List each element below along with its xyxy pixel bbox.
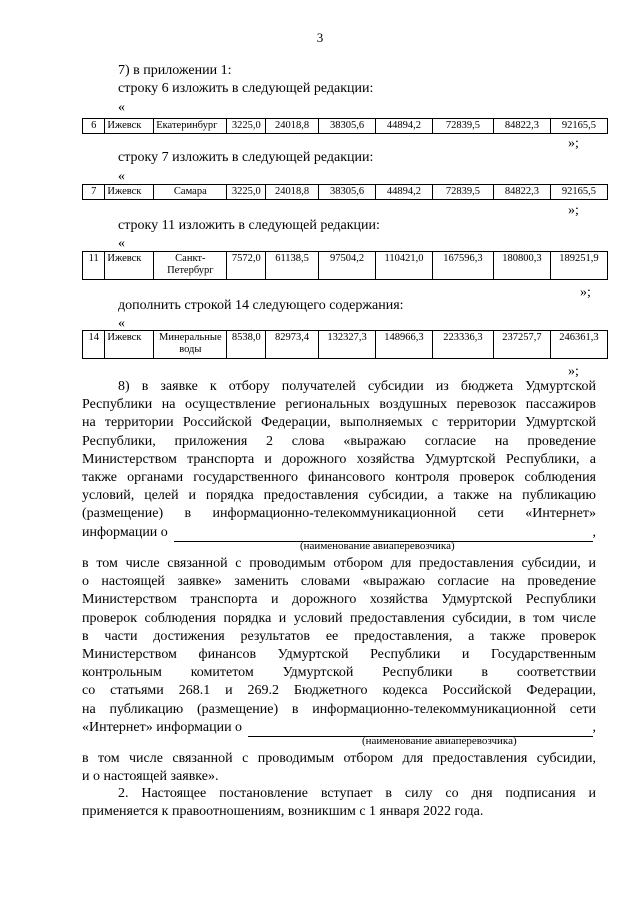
route-to: Самара [154, 185, 227, 200]
row11-intro: строку 11 изложить в следующей редакции: [118, 218, 380, 233]
row7-intro: строку 7 изложить в следующей редакции: [118, 150, 374, 165]
value-cell: 84822,3 [493, 119, 550, 134]
row14-intro: дополнить строкой 14 следующего содержания: [118, 298, 404, 313]
value-cell: 180800,3 [493, 252, 550, 280]
item8-line: контрольным комитетом Удмуртской Республики в соответствии [82, 665, 596, 681]
value-cell: 72839,5 [432, 119, 493, 134]
value-cell: 246361,3 [550, 331, 607, 359]
route-to: Минеральные воды [154, 331, 227, 359]
value-cell: 8538,0 [227, 331, 266, 359]
caption-carrier-2: (наименование авиаперевозчика) [362, 735, 517, 747]
item8-line: условий, целей и порядка предоставления субсидии, а также на публикацию [82, 488, 596, 504]
info-line-2 [82, 719, 596, 737]
table-row [83, 185, 608, 200]
quote-open-6: « [118, 100, 125, 115]
value-cell: 3225,0 [227, 119, 266, 134]
value-cell: 189251,9 [550, 252, 607, 280]
table-row-6 [82, 118, 608, 134]
item8-line: 8) в заявке к отбору получателей субсидии из бюджета Удмуртской [118, 379, 596, 394]
item8-paragraph-2 [82, 555, 596, 737]
item8-line: проверок соблюдения порядка и условий предоставления субсидии, в том числе [82, 610, 596, 626]
item7-heading: 7) в приложении 1: [118, 63, 232, 78]
value-cell: 44894,2 [375, 119, 432, 134]
value-cell: 3225,0 [227, 185, 266, 200]
value-cell: 84822,3 [493, 185, 550, 200]
row-number: 14 [83, 331, 105, 359]
value-cell: 223336,3 [432, 331, 493, 359]
item8-paragraph-3 [82, 750, 596, 786]
table-row [83, 119, 608, 134]
table-row-14 [82, 330, 608, 359]
table-row-11 [82, 251, 608, 280]
route-to: Екатеринбург [154, 119, 227, 134]
route-from: Ижевск [105, 252, 154, 280]
item8-line: (размещение) в информационно-телекоммуникационной сети «Интернет» [82, 506, 596, 522]
value-cell: 97504,2 [319, 252, 376, 280]
item8-line: Республики, приложения 2 слова «выражаю согласие на проведение [82, 433, 596, 449]
item8-line: в том числе связанной с проводимым отбором для предоставления субсидии, и [82, 556, 596, 571]
item8-line: Министерством финансов Удмуртской Республики и Государственным [82, 647, 596, 663]
value-cell: 61138,5 [266, 252, 319, 280]
quote-open-14: « [118, 316, 125, 331]
item8-paragraph [82, 378, 596, 542]
quote-open-7: « [118, 169, 125, 184]
item8-line: со статьями 268.1 и 269.2 Бюджетного кодекса Российской Федерации, [82, 683, 596, 699]
value-cell: 44894,2 [375, 185, 432, 200]
item8-line: Республики на осуществление региональных воздушных перевозок пассажиров [82, 397, 596, 413]
value-cell: 110421,0 [375, 252, 432, 280]
comma-1: , [592, 524, 596, 540]
value-cell: 38305,6 [319, 185, 376, 200]
page-number: 3 [316, 30, 324, 45]
item2-line: применяется к правоотношениям, возникшим с 1 января 2022 года. [82, 804, 484, 820]
row-number: 6 [83, 119, 105, 134]
value-cell: 82973,4 [266, 331, 319, 359]
item8-line: в части достижения результатов ее предоставления, а также проверок [82, 628, 596, 644]
quote-close-7: »; [568, 203, 579, 218]
table-row [83, 252, 608, 280]
value-cell: 24018,8 [266, 119, 319, 134]
value-cell: 38305,6 [319, 119, 376, 134]
value-cell: 7572,0 [227, 252, 266, 280]
item2-line: 2. Настоящее постановление вступает в силу со дня подписания и [118, 786, 596, 801]
item8-line: в том числе связанной с проводимым отбором для предоставления субсидии, [82, 751, 596, 766]
value-cell: 237257,7 [493, 331, 550, 359]
value-cell: 148966,3 [375, 331, 432, 359]
quote-open-11: « [118, 236, 125, 251]
value-cell: 24018,8 [266, 185, 319, 200]
value-cell: 92165,5 [550, 119, 607, 134]
item8-line: Министерством транспорта и дорожного хозяйства Удмуртской Республики [82, 592, 596, 608]
row-number: 11 [83, 252, 105, 280]
row-number: 7 [83, 185, 105, 200]
item8-line: также органами государственного финансового контроля проверок соблюдения [82, 470, 596, 486]
quote-close-6: »; [568, 136, 579, 151]
info-label-1: информации о [82, 524, 168, 540]
item2-paragraph [82, 785, 596, 821]
row6-intro: строку 6 изложить в следующей редакции: [118, 81, 374, 96]
route-to: Санкт-Петербург [154, 252, 227, 280]
route-from: Ижевск [105, 331, 154, 359]
value-cell: 132327,3 [319, 331, 376, 359]
quote-close-11: »; [580, 285, 591, 300]
value-cell: 92165,5 [550, 185, 607, 200]
item8-line: Министерством транспорта и дорожного хозяйства Удмуртской Республики, а [82, 451, 596, 467]
value-cell: 167596,3 [432, 252, 493, 280]
info-label-2: «Интернет» информации о [82, 719, 243, 735]
item8-line: и о настоящей заявке». [82, 769, 219, 785]
item8-line: о настоящей заявке» заменить словами «выражаю согласие на проведение [82, 574, 596, 590]
route-from: Ижевск [105, 185, 154, 200]
comma-2: , [592, 719, 596, 735]
item8-line: на территории Российской Федерации, выполняемых с территории Удмуртской [82, 415, 596, 431]
table-row-7 [82, 184, 608, 200]
table-row [83, 331, 608, 359]
caption-carrier-1: (наименование авиаперевозчика) [300, 540, 455, 552]
route-from: Ижевск [105, 119, 154, 134]
quote-close-14: »; [568, 364, 579, 379]
value-cell: 72839,5 [432, 185, 493, 200]
item8-line: на публикацию (размещение) в информационно-телекоммуникационной сети [82, 701, 596, 717]
